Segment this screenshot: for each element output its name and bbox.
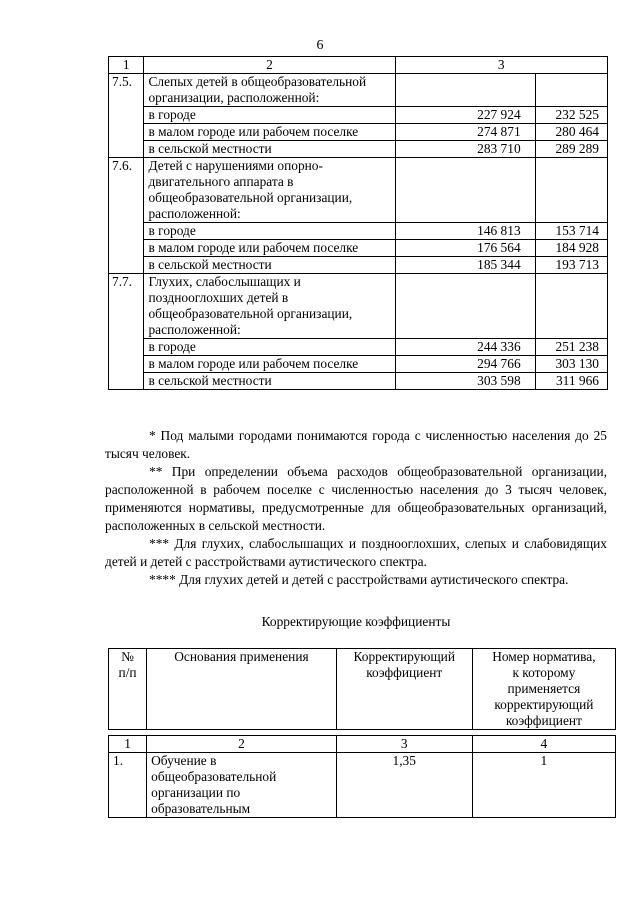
row-value-2: 184 928 [535, 240, 607, 257]
header-line: Номер норматива, [492, 649, 596, 664]
row-value-2: 153 714 [535, 223, 607, 240]
row-label: в городе [144, 223, 395, 240]
table-row [109, 240, 608, 257]
header-line: к которому [512, 665, 576, 680]
empty-cell [535, 158, 607, 223]
section-title-row [109, 74, 608, 107]
row-value-1: 146 813 [395, 223, 535, 240]
footnote: *** Для глухих, слабослышащих и позднооглохших, слепых и слабовидящих детей и детей с расстройствами аутистического спектра. [105, 536, 607, 569]
section-title [144, 158, 395, 223]
table-row [109, 223, 608, 240]
row-label: в городе [144, 107, 395, 124]
section-title-line: Глухих, слабослышащих и [148, 274, 301, 289]
row-value-1: 227 924 [395, 107, 535, 124]
header-line: коэффициент [505, 713, 582, 728]
row-value-2: 232 525 [535, 107, 607, 124]
table-row [109, 124, 608, 141]
section-number: 7.6. [109, 158, 144, 274]
section-title-line: общеобразовательной организации, [148, 190, 353, 205]
header-cell [336, 649, 472, 730]
header-line: п/п [118, 665, 137, 680]
row-value-1: 244 336 [395, 339, 535, 356]
section-title-row [109, 158, 608, 223]
column-number: 4 [472, 736, 615, 753]
table-row [109, 356, 608, 373]
basis-line: образовательным [151, 801, 251, 816]
coefficient-value: 1,35 [336, 753, 472, 818]
section-title-row [109, 274, 608, 339]
header-line: корректирующий [494, 697, 594, 712]
row-label: в сельской местности [144, 257, 395, 274]
row-number: 1. [109, 753, 147, 818]
header-line: коэффициент [366, 665, 443, 680]
row-value-1: 303 598 [395, 373, 535, 390]
row-value-1: 294 766 [395, 356, 535, 373]
coefficients-table [108, 648, 616, 818]
table-row [109, 753, 616, 818]
row-value-1: 185 344 [395, 257, 535, 274]
table-row [109, 257, 608, 274]
section-title-line: расположенной: [148, 322, 241, 337]
footnote: **** Для глухих детей и детей с расстройствами аутистического спектра. [149, 572, 569, 587]
column-number: 1 [109, 736, 147, 753]
row-value-2: 251 238 [535, 339, 607, 356]
header-line: применяется [507, 681, 581, 696]
header-line: Корректирующий [353, 649, 455, 664]
row-label: в сельской местности [144, 373, 395, 390]
basis-cell [147, 753, 337, 818]
row-value-1: 274 871 [395, 124, 535, 141]
footnotes [105, 427, 607, 589]
row-label: в сельской местности [144, 141, 395, 158]
row-label: в малом городе или рабочем поселке [144, 356, 395, 373]
table-row [109, 373, 608, 390]
header-cell [109, 649, 147, 730]
row-value-2: 289 289 [535, 141, 607, 158]
header-line: Основания применения [174, 649, 309, 664]
page-number: 6 [316, 38, 324, 53]
row-label: в малом городе или рабочем поселке [144, 240, 395, 257]
empty-cell [535, 274, 607, 339]
header-line: № [121, 649, 134, 664]
table-header-row [109, 649, 616, 730]
basis-line: организации по [151, 785, 241, 800]
header-cell: 2 [144, 57, 395, 74]
empty-cell [535, 74, 607, 107]
section-title-line: организации, расположенной: [148, 90, 320, 105]
section-caption: Корректирующие коэффициенты [261, 614, 451, 629]
row-value-2: 280 464 [535, 124, 607, 141]
footnote: ** При определении объема расходов общеобразовательной организации, расположенной в рабочем поселке с численностью населения до 3 тысяч человек, применяются нормативы, предусмотренные для общеобразовательных организаций, расположенных в сельской местности. [105, 464, 607, 533]
table-header-row [109, 57, 608, 74]
header-cell [147, 649, 337, 730]
row-label: в городе [144, 339, 395, 356]
empty-cell [395, 274, 535, 339]
row-value-2: 193 713 [535, 257, 607, 274]
section-title-line: двигательного аппарата в [148, 174, 294, 189]
section-number: 7.7. [109, 274, 144, 390]
empty-cell [395, 158, 535, 223]
section-title [144, 74, 395, 107]
header-cell [472, 649, 615, 730]
header-cell: 1 [109, 57, 144, 74]
table-row [109, 141, 608, 158]
basis-line: Обучение в [151, 753, 217, 768]
column-number: 3 [336, 736, 472, 753]
empty-cell [395, 74, 535, 107]
row-value-2: 303 130 [535, 356, 607, 373]
row-value-2: 311 966 [535, 373, 607, 390]
section-number: 7.5. [109, 74, 144, 158]
basis-line: общеобразовательной [151, 769, 277, 784]
section-title-line: Детей с нарушениями опорно- [148, 158, 323, 173]
header-cell: 3 [395, 57, 607, 74]
section-title [144, 274, 395, 339]
row-value-1: 283 710 [395, 141, 535, 158]
section-title-line: позднооглохших детей в [148, 290, 289, 305]
footnote: * Под малыми городами понимаются города с численностью населения до 25 тысяч человек. [105, 428, 607, 461]
section-title-line: общеобразовательной организации, [148, 306, 353, 321]
column-number-row [109, 736, 616, 753]
row-label: в малом городе или рабочем поселке [144, 124, 395, 141]
normative-table [108, 56, 608, 390]
table-row [109, 339, 608, 356]
section-title-line: расположенной: [148, 206, 241, 221]
column-number: 2 [147, 736, 337, 753]
normative-number: 1 [472, 753, 615, 818]
table-row [109, 107, 608, 124]
section-title-line: Слепых детей в общеобразовательной [148, 74, 367, 89]
row-value-1: 176 564 [395, 240, 535, 257]
